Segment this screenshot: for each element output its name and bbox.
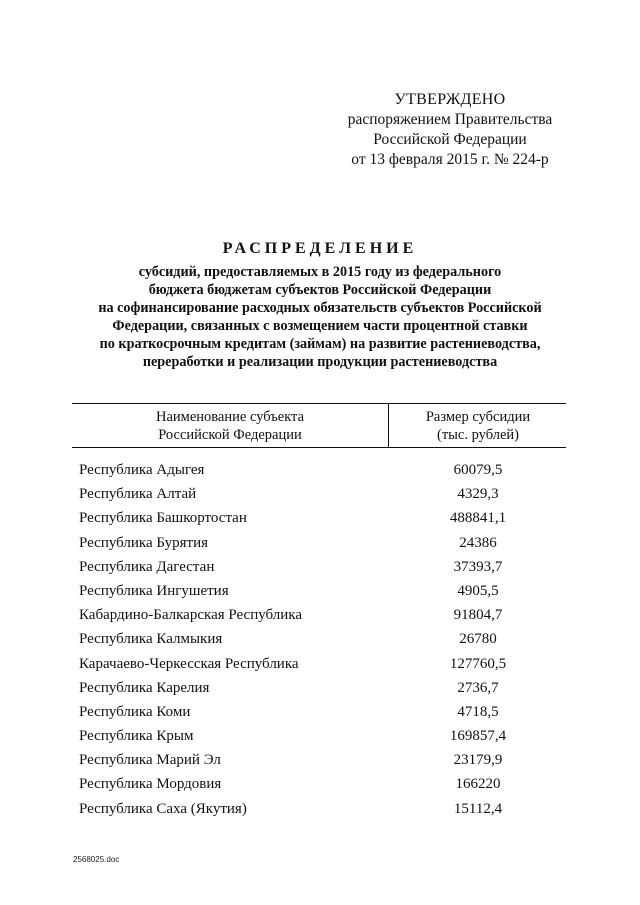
region-name: Республика Алтай (79, 486, 197, 503)
file-reference: 2568025.doc (73, 855, 120, 864)
region-name: Республика Саха (Якутия) (79, 800, 247, 817)
region-name: Республика Адыгея (79, 462, 205, 478)
table-row (79, 772, 566, 796)
table-row (79, 797, 566, 821)
subsidy-value: 127760,5 (449, 655, 507, 672)
approval-stamp (320, 90, 580, 170)
subtitle-line: субсидий, предоставляемых в 2015 году из федерального (138, 264, 502, 280)
column-header-value-line-2: (тыс. рублей) (437, 427, 519, 443)
table-row (79, 579, 566, 603)
subsidy-value: 4905,5 (457, 582, 499, 599)
region-name: Карачаево-Черкесская Республика (79, 655, 299, 672)
region-name: Республика Дагестан (79, 558, 215, 575)
subsidy-value: 91804,7 (453, 607, 503, 624)
subtitle-line: по краткосрочным кредитам (займам) на развитие растениеводства, (99, 336, 541, 352)
column-header-value (390, 408, 566, 444)
document-title: РАСПРЕДЕЛЕНИЕ (222, 240, 418, 257)
table-row (79, 531, 566, 555)
subsidy-value: 24386 (459, 534, 497, 551)
column-header-name-line-2: Российской Федерации (158, 427, 302, 443)
table-row (79, 652, 566, 676)
region-name: Республика Бурятия (79, 534, 209, 551)
document-subtitle (60, 263, 580, 371)
table-row (79, 748, 566, 772)
table-row (79, 700, 566, 724)
subsidy-value: 169857,4 (449, 728, 507, 745)
table-body (79, 458, 566, 821)
table-row (79, 603, 566, 627)
subsidy-value: 4329,3 (457, 486, 499, 503)
table-row (79, 482, 566, 506)
subsidy-value: 23179,9 (453, 752, 503, 769)
region-name: Республика Мордовия (79, 776, 222, 793)
table-row (79, 724, 566, 748)
region-name: Республика Башкортостан (79, 510, 247, 527)
region-name: Республика Ингушетия (79, 582, 229, 599)
subsidy-value: 60079,5 (453, 462, 503, 478)
approval-line-1: распоряжением Правительства (347, 111, 553, 128)
column-header-name (72, 408, 388, 444)
table-header (72, 403, 566, 448)
table-row (79, 458, 566, 482)
subsidy-value: 488841,1 (449, 510, 507, 527)
region-name: Республика Калмыкия (79, 631, 223, 648)
subsidy-value: 15112,4 (453, 800, 503, 817)
subtitle-line: переработки и реализации продукции растениеводства (142, 354, 498, 370)
approval-line-2: Российской Федерации (373, 131, 527, 148)
column-header-name-line-1: Наименование субъекта (155, 409, 305, 425)
subsidy-value: 166220 (455, 776, 501, 793)
table-row (79, 676, 566, 700)
subtitle-line: Федерации, связанных с возмещением части процентной ставки (112, 318, 528, 334)
subsidy-value: 26780 (459, 631, 497, 648)
approved-label: УТВЕРЖДЕНО (394, 91, 506, 108)
subtitle-line: бюджета бюджетам субъектов Российской Федерации (148, 282, 492, 298)
region-name: Кабардино-Балкарская Республика (79, 607, 303, 624)
table-row (79, 506, 566, 530)
subtitle-line: на софинансирование расходных обязательств субъектов Российской (98, 300, 542, 316)
subsidy-value: 37393,7 (453, 558, 503, 575)
region-name: Республика Крым (79, 728, 194, 745)
column-divider (388, 404, 389, 447)
region-name: Республика Карелия (79, 679, 210, 696)
column-header-value-line-1: Размер субсидии (425, 409, 531, 425)
approval-line-3: от 13 февраля 2015 г. № 224-р (351, 151, 549, 168)
table-row (79, 555, 566, 579)
table-row (79, 627, 566, 651)
subsidy-value: 4718,5 (457, 703, 499, 720)
region-name: Республика Марий Эл (79, 752, 221, 769)
region-name: Республика Коми (79, 703, 191, 720)
subsidy-value: 2736,7 (457, 679, 499, 696)
